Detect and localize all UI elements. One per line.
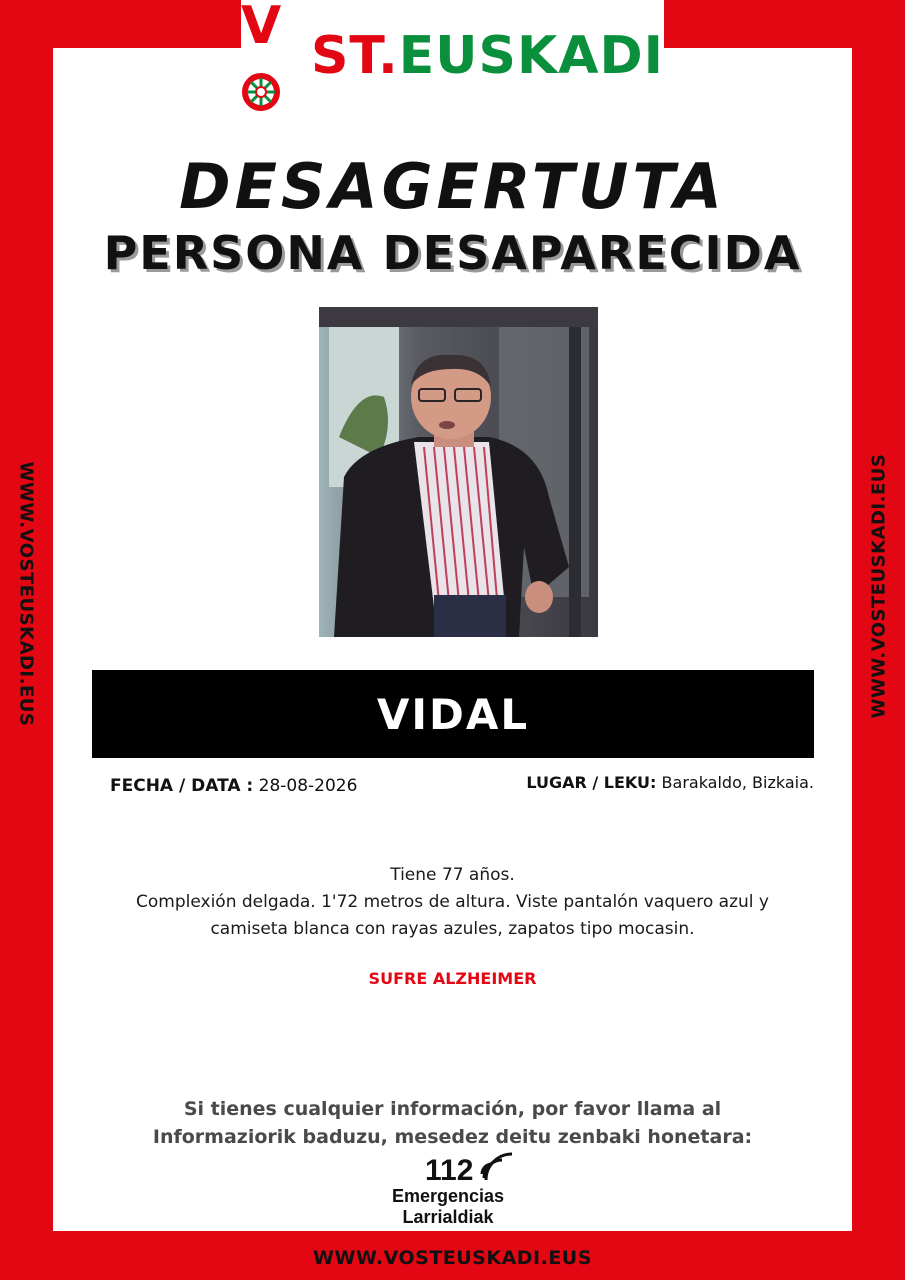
description-line: Tiene 77 años. bbox=[390, 865, 515, 885]
location-field bbox=[526, 773, 814, 792]
website-link[interactable]: WWW.VOSTEUSKADI.EUS bbox=[868, 453, 890, 719]
location-value: Barakaldo, Bizkaia. bbox=[661, 773, 814, 792]
contact-line-basque: Informaziorik baduzu, mesedez deitu zenbaki honetara: bbox=[152, 1126, 753, 1148]
website-link[interactable]: WWW.VOSTEUSKADI.EUS bbox=[15, 461, 37, 727]
date-label: FECHA / DATA : bbox=[110, 776, 254, 796]
date-field bbox=[110, 776, 357, 796]
side-website-right[interactable] bbox=[866, 450, 892, 722]
contact-request bbox=[0, 1095, 905, 1151]
person-name: VIDAL bbox=[376, 689, 530, 739]
description-line: camiseta blanca con rayas azules, zapatos tipo mocasin. bbox=[210, 919, 695, 939]
signal-waves-icon bbox=[476, 1144, 516, 1184]
side-website-left[interactable] bbox=[13, 458, 39, 730]
description-line: Complexión delgada. 1'72 metros de altura. Viste pantalón vaquero azul y bbox=[136, 892, 769, 912]
emergency-number: 112 bbox=[425, 1154, 474, 1187]
emergency-label-eu: Larrialdiak bbox=[402, 1207, 494, 1227]
emergency-logo[interactable] bbox=[383, 1144, 523, 1232]
logo bbox=[241, 0, 664, 98]
name-banner bbox=[92, 670, 814, 758]
date-value: 28-08-2026 bbox=[258, 776, 358, 796]
logo-text-euskadi: EUSKADI bbox=[398, 26, 664, 86]
logo-text-v: V bbox=[241, 0, 283, 56]
person-photo bbox=[319, 307, 598, 637]
logo-o-icon bbox=[241, 65, 281, 105]
location-label: LUGAR / LEKU: bbox=[526, 773, 657, 792]
emergency-label-es: Emergencias bbox=[391, 1186, 505, 1206]
logo-text-st: ST. bbox=[310, 26, 399, 86]
footer-website[interactable]: WWW.VOSTEUSKADI.EUS bbox=[313, 1247, 592, 1269]
description bbox=[100, 862, 805, 943]
headline-basque: DESAGERTUTA bbox=[179, 150, 726, 223]
medical-alert: SUFRE ALZHEIMER bbox=[368, 969, 537, 988]
contact-line-spanish: Si tienes cualquier información, por favor llama al bbox=[183, 1098, 722, 1120]
headline-spanish: PERSONA DESAPARECIDA bbox=[103, 226, 802, 280]
